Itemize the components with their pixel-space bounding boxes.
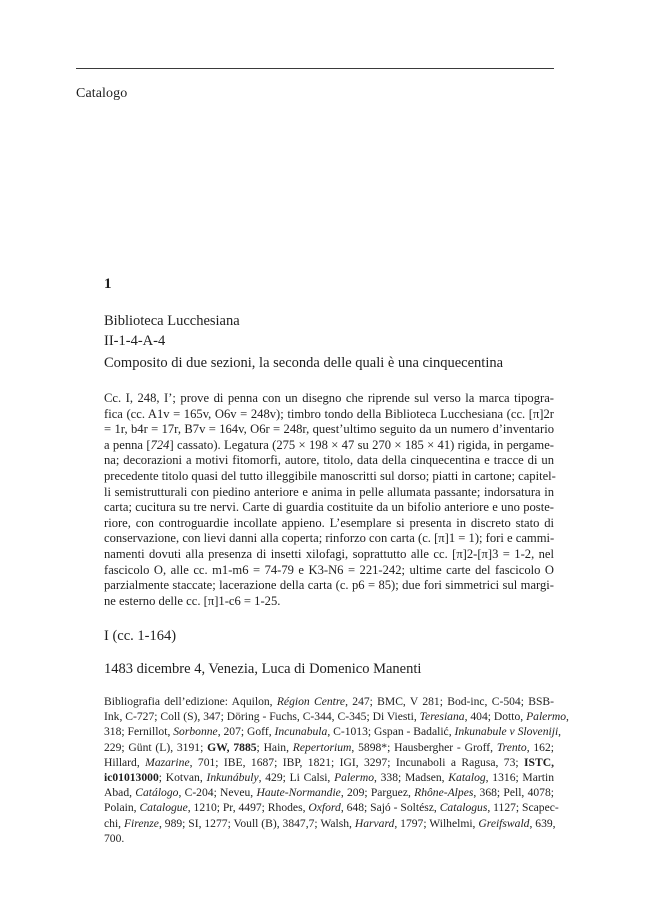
description-line: parzialmente staccate; lacerazione della carta (c. p6 = 85); due fori simmetrici sul margi- [104,578,554,593]
running-head: Catalogo [76,86,128,101]
header-rule [76,68,554,69]
description-line: na; decorazioni a motivi fitomorfi, autore, titolo, data della cinquecentina e tracce di un [104,453,554,468]
description-line: carta; cucitura su tre nervi. Carte di guardia costituite da un bifolio anteriore e uno poste- [104,500,554,515]
description-line: precedente titolo quasi del tutto illeggibile manoscritti sul dorso; piatti in cartone; capitel- [104,468,556,483]
bibliography-line: 318; Fernillot, Sorbonne, 207; Goff, Incunabula, C-1013; Gspan - Badalić, Inkunabule v Sloveniji, [104,725,562,739]
bibliography-line: ic01013000; Kotvan, Inkunábuly, 429; Li Calsi, Palermo, 338; Madsen, Katalog, 1316; Martin [104,771,554,785]
bibliography-line: Abad, Catálogo, C-204; Neveu, Haute-Normandie, 209; Parguez, Rhône-Alpes, 368; Pell, 4078; [104,786,554,800]
entry-title: Composito di due sezioni, la seconda delle quali è una cinquecentina [104,355,504,371]
description-line: riore, con controguardie incollate appieno. L’esemplare si presenta in discreto stato di [104,515,554,530]
description-line: ne esterno delle cc. [π]1-c6 = 1-25. [104,593,281,608]
bibliography-line: 700. [104,831,125,845]
bibliography-line: Ink, C-727; Coll (S), 347; Döring - Fuchs, C-344, C-345; Di Viesti, Teresiana, 404; Dotto, Palermo, [104,710,569,724]
physical-description [104,391,554,609]
bibliography-line: 229; Günt (L), 3191; GW, 7885; Hain, Repertorium, 5898*; Hausbergher - Groff, Trento, 162; [104,740,554,754]
description-line: namenti dovuti alla presenza di insetti xilofagi, soprattutto alle cc. [π]2-[π]3 = 1-2, nel [104,546,554,561]
library-name: Biblioteca Lucchesiana [104,313,240,329]
imprint-line: 1483 dicembre 4, Venezia, Luca di Domenico Manenti [104,661,422,677]
description-line: = 1r, b4r = 17r, B7v = 164v, O6r = 248r, quest’ultimo seguito da un numero d’inventario [104,422,554,437]
description-line: conservazione, con lievi danni alla coperta; rinforzo con carta (c. [π]1 = 1); fori e cammi- [104,531,555,546]
bibliography-line: chi, Firenze, 989; SI, 1277; Voull (B), 3847,7; Walsh, Harvard, 1797; Wilhelmi, Greifswald, 639, [104,816,556,830]
entry-number: 1 [104,276,112,292]
bibliography-line: Polain, Catalogue, 1210; Pr, 4497; Rhodes, Oxford, 648; Sajó - Soltész, Catalogus, 1127; Scapec- [104,801,559,815]
bibliography-line: Hillard, Mazarine, 701; IBE, 1687; IBP, 1821; IGI, 3297; Incunaboli a Ragusa, 73; ISTC, [104,755,555,769]
description-line: Cc. I, 248, I’; prove di penna con un disegno che riprende sul verso la marca tipogra- [104,391,554,405]
library-block [104,311,240,351]
shelfmark: II-1-4-A-4 [104,333,166,349]
section-heading: I (cc. 1-164) [104,628,177,644]
description-line: fascicolo O, alle cc. m1-m6 = 74-79 e K3-N6 = 221-242; ultime carte del fascicolo O [104,562,554,577]
bibliography [104,694,569,846]
description-line: a penna [724] cassato). Legatura (275 × 198 × 47 su 270 × 185 × 41) rigida, in pergame- [104,437,554,452]
bibliography-line: Bibliografia dell’edizione: Aquilon, Région Centre, 247; BMC, V 281; Bod-inc, C-504; BSB- [104,695,554,708]
description-line: fica (cc. A1v = 165v, O6v = 248v); timbro tondo della Biblioteca Lucchesiana (cc. [π]2r [104,406,554,421]
description-line: li semistrutturali con piedino anteriore e anima in pelle allumata passante; indorsatura in [104,484,554,499]
